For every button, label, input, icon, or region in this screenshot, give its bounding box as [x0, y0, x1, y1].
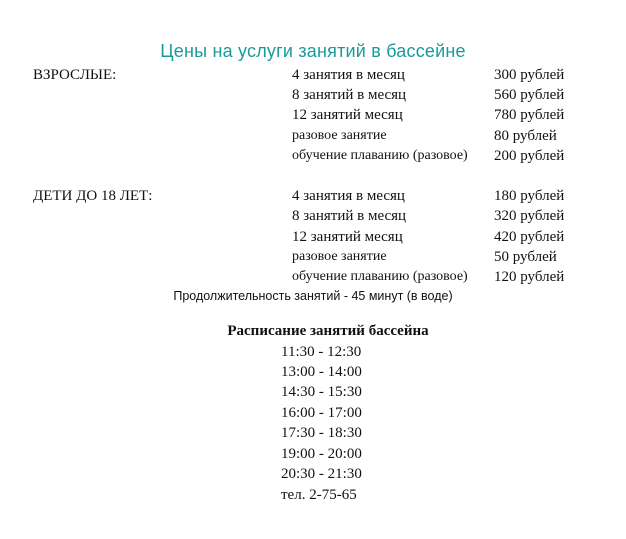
service-price: 200 рублей [494, 148, 565, 164]
service-name: 4 занятия в месяц [292, 188, 405, 204]
schedule-slot: 14:30 - 15:30 [281, 384, 362, 400]
service-price: 320 рублей [494, 208, 565, 224]
service-price: 50 рублей [494, 249, 557, 265]
service-price: 780 рублей [494, 107, 565, 123]
schedule-slot: 20:30 - 21:30 [281, 466, 362, 482]
service-name: разовое занятие [292, 128, 387, 143]
service-price: 180 рублей [494, 188, 565, 204]
schedule-slot: 13:00 - 14:00 [281, 364, 362, 380]
children-label: ДЕТИ ДО 18 ЛЕТ: [33, 188, 153, 204]
service-price: 560 рублей [494, 87, 565, 103]
page-title: Цены на услуги занятий в бассейне [160, 41, 466, 61]
schedule-slot: 16:00 - 17:00 [281, 405, 362, 421]
service-price: 300 рублей [494, 67, 565, 83]
service-name: обучение плаванию (разовое) [292, 269, 468, 284]
service-name: 8 занятий в месяц [292, 208, 407, 224]
service-name: 8 занятий в месяц [292, 87, 407, 103]
schedule-slot: 17:30 - 18:30 [281, 425, 362, 441]
service-name: 4 занятия в месяц [292, 67, 405, 83]
duration-note: Продолжительность занятий - 45 минут (в воде) [173, 289, 453, 303]
service-name: 12 занятий месяц [292, 107, 403, 123]
phone-number: тел. 2-75-65 [281, 487, 357, 503]
adults-label: ВЗРОСЛЫЕ: [33, 67, 117, 83]
schedule-title: Расписание занятий бассейна [227, 323, 429, 339]
service-name: 12 занятий месяц [292, 229, 403, 245]
service-name: обучение плаванию (разовое) [292, 148, 468, 163]
service-price: 120 рублей [494, 269, 565, 285]
service-price: 80 рублей [494, 128, 557, 144]
service-price: 420 рублей [494, 229, 565, 245]
schedule-slot: 19:00 - 20:00 [281, 446, 362, 462]
schedule-slot: 11:30 - 12:30 [281, 344, 362, 360]
service-name: разовое занятие [292, 249, 387, 264]
